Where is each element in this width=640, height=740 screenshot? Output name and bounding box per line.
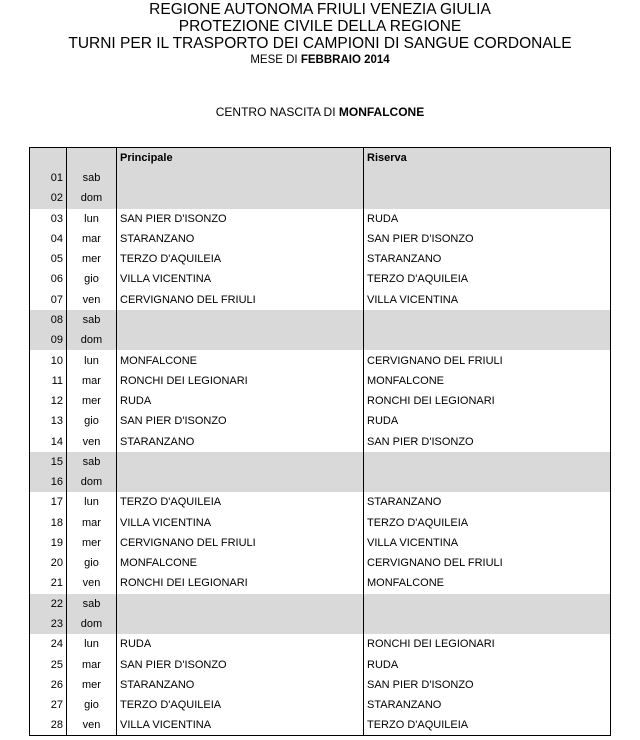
riserva-cell: STARANZANO	[364, 492, 611, 512]
principale-cell: STARANZANO	[117, 675, 364, 695]
header-title: TURNI PER IL TRASPORTO DEI CAMPIONI DI SANGUE CORDONALE	[68, 35, 572, 52]
riserva-cell: TERZO D'AQUILEIA	[364, 513, 611, 533]
day-number-cell: 06	[30, 269, 67, 289]
day-number-cell: 07	[30, 290, 67, 310]
table-row	[30, 513, 611, 533]
day-number-cell: 02	[30, 188, 67, 208]
header-month	[0, 52, 640, 68]
weekday-cell: gio	[67, 269, 117, 289]
table-row	[30, 675, 611, 695]
day-number-cell: 21	[30, 573, 67, 593]
principale-cell: RONCHI DEI LEGIONARI	[117, 371, 364, 391]
table-row	[30, 168, 611, 188]
weekday-cell: mar	[67, 513, 117, 533]
weekday-cell: dom	[67, 188, 117, 208]
table-row	[30, 391, 611, 411]
riserva-cell: SAN PIER D'ISONZO	[364, 431, 611, 451]
principale-cell	[117, 452, 364, 472]
riserva-cell	[364, 614, 611, 634]
principale-cell: SAN PIER D'ISONZO	[117, 209, 364, 229]
riserva-cell: RUDA	[364, 411, 611, 431]
principale-cell	[117, 168, 364, 188]
riserva-cell: RONCHI DEI LEGIONARI	[364, 391, 611, 411]
principale-cell	[117, 472, 364, 492]
riserva-cell: RONCHI DEI LEGIONARI	[364, 634, 611, 654]
weekday-cell: gio	[67, 411, 117, 431]
weekday-cell: dom	[67, 614, 117, 634]
weekday-cell: dom	[67, 472, 117, 492]
column-header-riserva: Riserva	[364, 148, 611, 169]
day-number-cell: 14	[30, 431, 67, 451]
month-prefix: MESE DI	[250, 54, 298, 66]
table-row	[30, 472, 611, 492]
table-row	[30, 594, 611, 614]
table-row	[30, 229, 611, 249]
principale-cell: SAN PIER D'ISONZO	[117, 411, 364, 431]
column-header-day	[67, 148, 117, 169]
riserva-cell	[364, 188, 611, 208]
table-row	[30, 209, 611, 229]
day-number-cell: 28	[30, 715, 67, 736]
day-number-cell: 01	[30, 168, 67, 188]
riserva-cell	[364, 594, 611, 614]
principale-cell: TERZO D'AQUILEIA	[117, 249, 364, 269]
day-number-cell: 20	[30, 553, 67, 573]
weekday-cell: mer	[67, 391, 117, 411]
riserva-cell: MONFALCONE	[364, 573, 611, 593]
day-number-cell: 27	[30, 695, 67, 715]
table-row	[30, 533, 611, 553]
riserva-cell	[364, 452, 611, 472]
day-number-cell: 11	[30, 371, 67, 391]
table-row	[30, 634, 611, 654]
weekday-cell: gio	[67, 695, 117, 715]
riserva-cell: RUDA	[364, 209, 611, 229]
table-row	[30, 269, 611, 289]
day-number-cell: 10	[30, 350, 67, 370]
day-number-cell: 05	[30, 249, 67, 269]
riserva-cell	[364, 472, 611, 492]
riserva-cell: CERVIGNANO DEL FRIULI	[364, 350, 611, 370]
weekday-cell: sab	[67, 310, 117, 330]
principale-cell: CERVIGNANO DEL FRIULI	[117, 533, 364, 553]
weekday-cell: ven	[67, 715, 117, 736]
weekday-cell: dom	[67, 330, 117, 350]
principale-cell: RUDA	[117, 634, 364, 654]
principale-cell: RONCHI DEI LEGIONARI	[117, 573, 364, 593]
riserva-cell: SAN PIER D'ISONZO	[364, 675, 611, 695]
principale-cell	[117, 614, 364, 634]
table-row	[30, 715, 611, 736]
principale-cell: TERZO D'AQUILEIA	[117, 695, 364, 715]
month-value: FEBBRAIO 2014	[300, 54, 390, 66]
riserva-cell: VILLA VICENTINA	[364, 533, 611, 553]
day-number-cell: 18	[30, 513, 67, 533]
weekday-cell: ven	[67, 290, 117, 310]
table-header-row	[30, 148, 611, 169]
weekday-cell: lun	[67, 492, 117, 512]
day-number-cell: 19	[30, 533, 67, 553]
day-number-cell: 03	[30, 209, 67, 229]
principale-cell	[117, 594, 364, 614]
principale-cell	[117, 330, 364, 350]
table-row	[30, 431, 611, 451]
table-row	[30, 188, 611, 208]
day-number-cell: 09	[30, 330, 67, 350]
column-header-principale: Principale	[117, 148, 364, 169]
weekday-cell: sab	[67, 594, 117, 614]
weekday-cell: ven	[67, 573, 117, 593]
principale-cell: RUDA	[117, 391, 364, 411]
weekday-cell: mer	[67, 675, 117, 695]
principale-cell: MONFALCONE	[117, 350, 364, 370]
riserva-cell: VILLA VICENTINA	[364, 290, 611, 310]
header-region: REGIONE AUTONOMA FRIULI VENEZIA GIULIA	[149, 1, 491, 18]
day-number-cell: 13	[30, 411, 67, 431]
day-number-cell: 17	[30, 492, 67, 512]
principale-cell	[117, 188, 364, 208]
riserva-cell	[364, 168, 611, 188]
day-number-cell: 12	[30, 391, 67, 411]
riserva-cell: STARANZANO	[364, 249, 611, 269]
principale-cell: VILLA VICENTINA	[117, 513, 364, 533]
principale-cell: VILLA VICENTINA	[117, 715, 364, 736]
day-number-cell: 08	[30, 310, 67, 330]
day-number-cell: 15	[30, 452, 67, 472]
table-row	[30, 411, 611, 431]
principale-cell: STARANZANO	[117, 431, 364, 451]
principale-cell: CERVIGNANO DEL FRIULI	[117, 290, 364, 310]
table-row	[30, 310, 611, 330]
weekday-cell: ven	[67, 431, 117, 451]
riserva-cell	[364, 310, 611, 330]
principale-cell	[117, 310, 364, 330]
day-number-cell: 24	[30, 634, 67, 654]
riserva-cell: SAN PIER D'ISONZO	[364, 229, 611, 249]
weekday-cell: lun	[67, 634, 117, 654]
riserva-cell: TERZO D'AQUILEIA	[364, 269, 611, 289]
principale-cell: MONFALCONE	[117, 553, 364, 573]
weekday-cell: sab	[67, 452, 117, 472]
table-row	[30, 614, 611, 634]
day-number-cell: 22	[30, 594, 67, 614]
weekday-cell: lun	[67, 350, 117, 370]
day-number-cell: 23	[30, 614, 67, 634]
table-row	[30, 695, 611, 715]
day-number-cell: 25	[30, 654, 67, 674]
riserva-cell	[364, 330, 611, 350]
center-prefix: CENTRO NASCITA DI	[215, 105, 336, 119]
principale-cell: TERZO D'AQUILEIA	[117, 492, 364, 512]
table-row	[30, 452, 611, 472]
header-department: PROTEZIONE CIVILE DELLA REGIONE	[178, 18, 462, 35]
schedule-table	[29, 147, 611, 736]
center-title	[0, 105, 640, 119]
table-row	[30, 350, 611, 370]
principale-cell: STARANZANO	[117, 229, 364, 249]
weekday-cell: sab	[67, 168, 117, 188]
riserva-cell: TERZO D'AQUILEIA	[364, 715, 611, 736]
weekday-cell: mar	[67, 371, 117, 391]
table-row	[30, 553, 611, 573]
table-row	[30, 371, 611, 391]
table-row	[30, 492, 611, 512]
table-row	[30, 573, 611, 593]
principale-cell: VILLA VICENTINA	[117, 269, 364, 289]
riserva-cell: CERVIGNANO DEL FRIULI	[364, 553, 611, 573]
weekday-cell: mar	[67, 654, 117, 674]
weekday-cell: mer	[67, 249, 117, 269]
center-name: MONFALCONE	[338, 105, 425, 119]
table-row	[30, 330, 611, 350]
day-number-cell: 16	[30, 472, 67, 492]
weekday-cell: mar	[67, 229, 117, 249]
table-row	[30, 249, 611, 269]
column-header-number	[30, 148, 67, 169]
riserva-cell: RUDA	[364, 654, 611, 674]
table-body	[30, 168, 611, 736]
table-row	[30, 654, 611, 674]
table-row	[30, 290, 611, 310]
riserva-cell: MONFALCONE	[364, 371, 611, 391]
riserva-cell: STARANZANO	[364, 695, 611, 715]
weekday-cell: mer	[67, 533, 117, 553]
weekday-cell: lun	[67, 209, 117, 229]
day-number-cell: 04	[30, 229, 67, 249]
principale-cell: SAN PIER D'ISONZO	[117, 654, 364, 674]
day-number-cell: 26	[30, 675, 67, 695]
weekday-cell: gio	[67, 553, 117, 573]
